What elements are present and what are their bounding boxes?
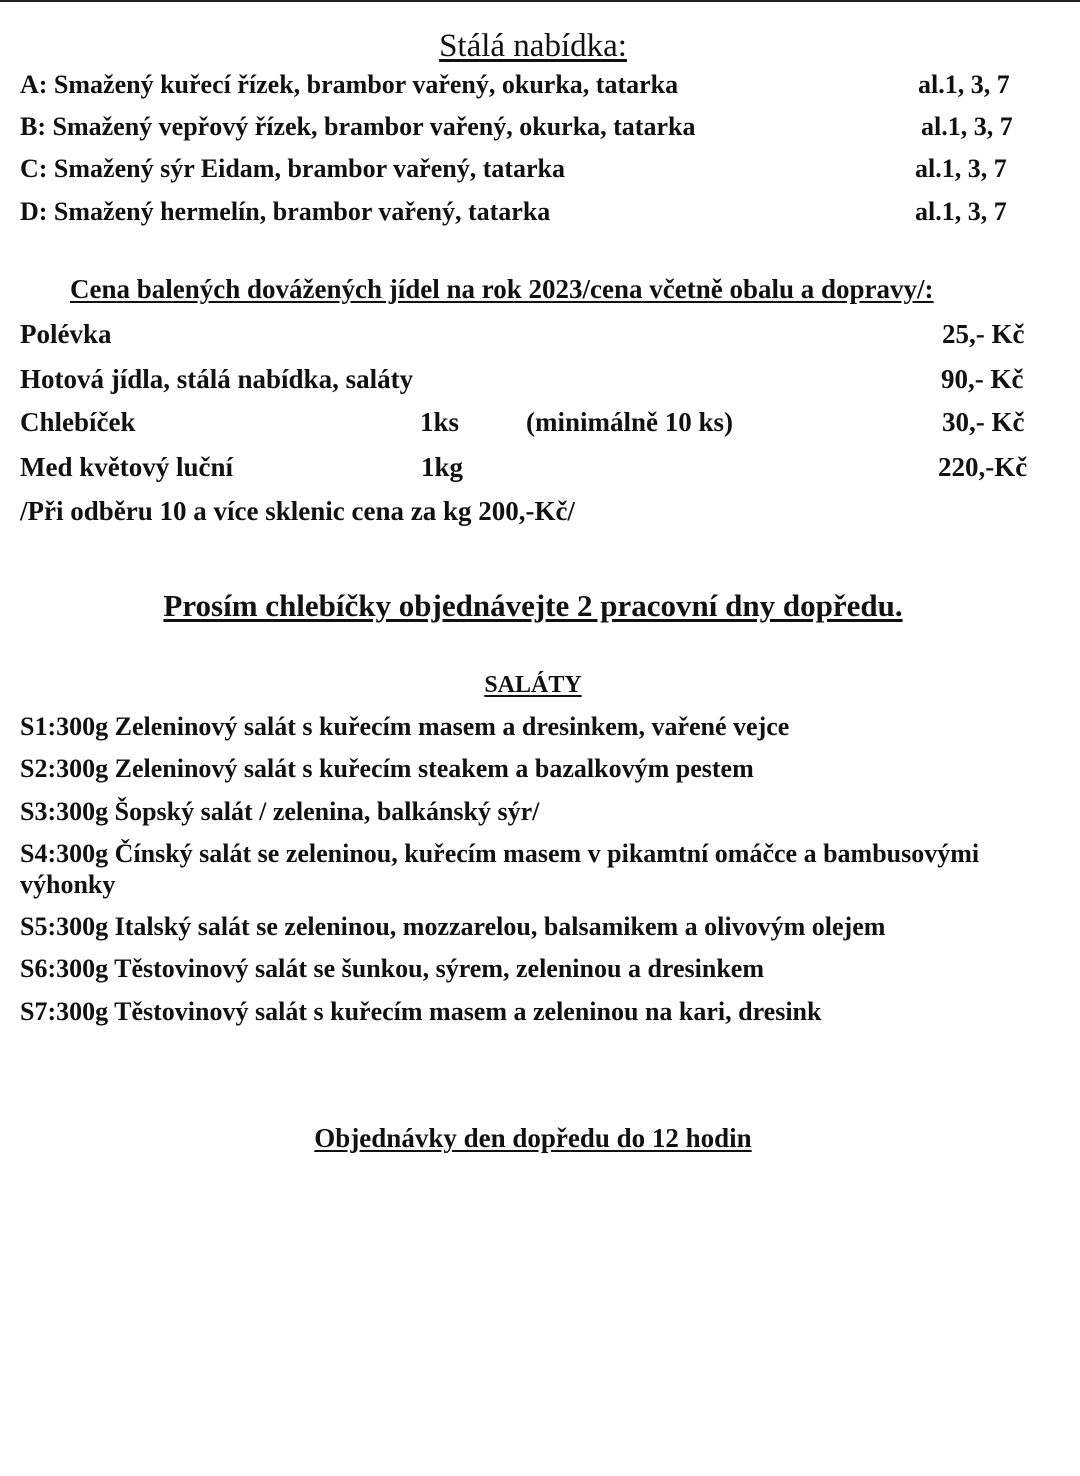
menu-item-d-allergens: al.1, 3, 7 — [915, 197, 1007, 226]
menu-item-b: B: Smažený vepřový řízek, brambor vařený, okurka, tatarka — [20, 112, 696, 141]
price-row-name: Hotová jídla, stálá nabídka, saláty — [20, 364, 414, 394]
salad-item: S2:300g Zeleninový salát s kuřecím steakem a bazalkovým pestem — [20, 754, 754, 783]
salad-item: S1:300g Zeleninový salát s kuřecím masem a dresinkem, vařené vejce — [20, 712, 790, 741]
menu-item-c: C: Smažený sýr Eidam, brambor vařený, tatarka — [20, 154, 566, 183]
price-list-heading: Cena balených dovážených jídel na rok 2023/cena včetně obalu a dopravy/: — [70, 274, 934, 304]
salaty-heading: SALÁTY — [484, 672, 582, 698]
top-border-line — [0, 0, 1080, 2]
price-row-name: Chlebíček — [20, 407, 136, 437]
price-row-price: 220,-Kč — [938, 452, 1028, 482]
price-row-price: 90,- Kč — [941, 364, 1024, 394]
salad-item: S6:300g Těstovinový salát se šunkou, sýrem, zeleninou a dresinkem — [20, 954, 764, 983]
salad-item: S5:300g Italský salát se zeleninou, mozzarelou, balsamikem a olivovým olejem — [20, 912, 886, 941]
price-row-note: (minimálně 10 ks) — [526, 407, 734, 437]
menu-item-c-allergens: al.1, 3, 7 — [915, 154, 1007, 183]
salad-item-continued: výhonky — [20, 870, 116, 899]
price-footnote: /Při odběru 10 a více sklenic cena za kg 200,-Kč/ — [20, 496, 575, 526]
price-row-unit: 1ks — [420, 407, 460, 437]
salad-item: S4:300g Čínský salát se zeleninou, kuřecím masem v pikamtní omáčce a bambusovými — [20, 839, 980, 868]
menu-item-b-allergens: al.1, 3, 7 — [921, 112, 1013, 141]
menu-item-d: D: Smažený hermelín, brambor vařený, tatarka — [20, 197, 551, 226]
menu-item-a-allergens: al.1, 3, 7 — [918, 70, 1010, 99]
chlebicky-notice: Prosím chlebíčky objednávejte 2 pracovní dny dopředu. — [163, 588, 903, 623]
salad-item: S3:300g Šopský salát / zelenina, balkánský sýr/ — [20, 797, 540, 826]
stala-nabidka-title: Stálá nabídka: — [439, 28, 627, 64]
price-row-name: Med květový luční — [20, 452, 233, 482]
price-row-unit: 1kg — [421, 452, 464, 482]
price-row-name: Polévka — [20, 319, 112, 349]
salad-item: S7:300g Těstovinový salát s kuřecím masem a zeleninou na kari, dresink — [20, 997, 822, 1026]
price-row-price: 25,- Kč — [942, 319, 1025, 349]
menu-item-a: A: Smažený kuřecí řízek, brambor vařený, okurka, tatarka — [20, 70, 679, 99]
price-row-price: 30,- Kč — [942, 407, 1025, 437]
orders-notice: Objednávky den dopředu do 12 hodin — [314, 1123, 752, 1153]
